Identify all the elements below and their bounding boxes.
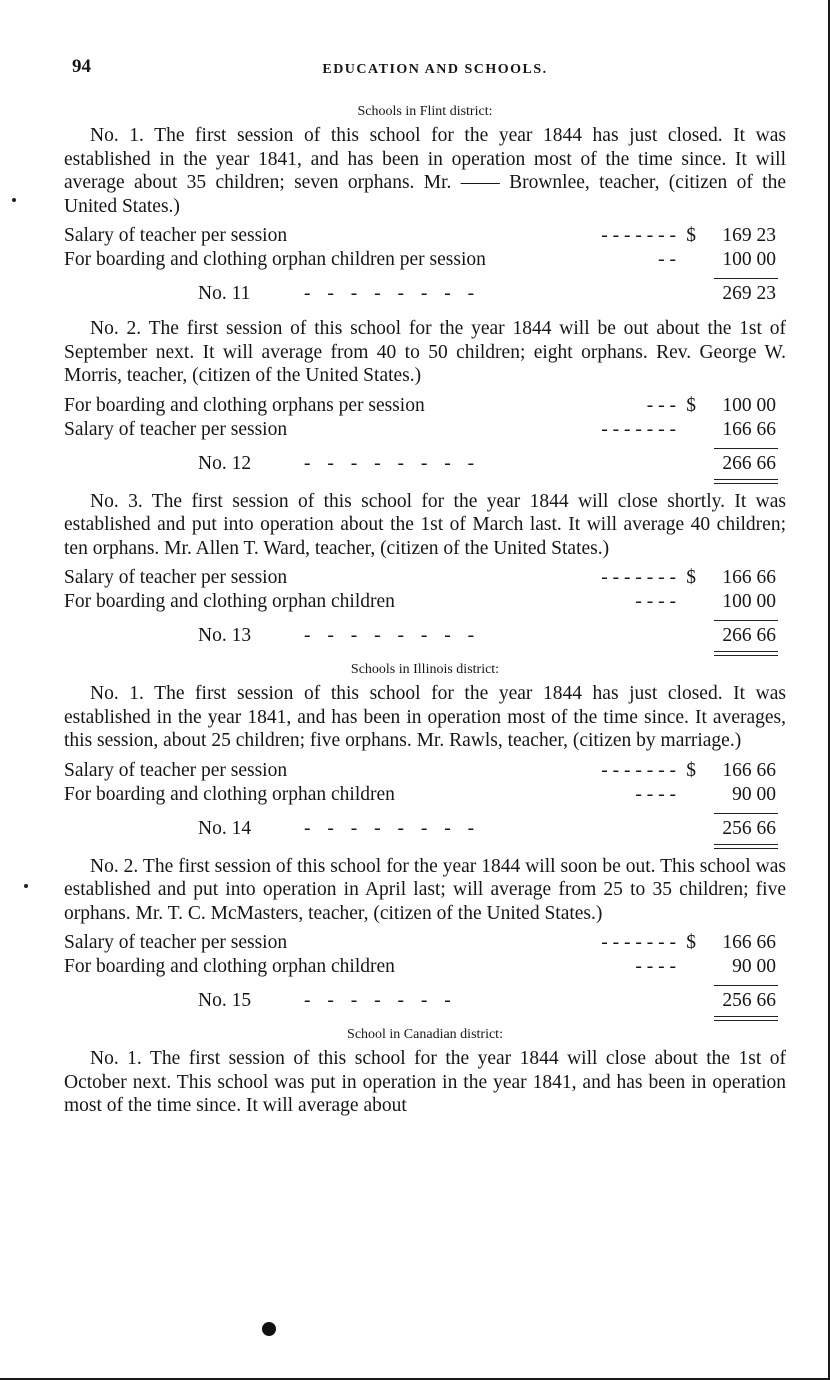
school-paragraph: No. 1. The first session of this school for the year 1844 has just closed. It was established in the year 1841, and has been in operation most of the time since. It averages, this session, about 25 children; five orphans. Mr. Rawls, teacher, (citizen by marriage.) bbox=[64, 683, 786, 751]
total-row bbox=[64, 449, 786, 479]
expense-row bbox=[64, 590, 786, 614]
dot-leader: - - - - - - - bbox=[601, 225, 676, 246]
expense-amount: 169 23 bbox=[722, 225, 776, 246]
total-amount: 256 66 bbox=[722, 817, 776, 839]
expense-row bbox=[64, 394, 786, 418]
expense-label: For boarding and clothing orphan children per session bbox=[64, 249, 486, 270]
dot-leader: - - - - - - - bbox=[601, 567, 676, 588]
expense-label: For boarding and clothing orphan children bbox=[64, 956, 395, 977]
total-amount: 269 23 bbox=[722, 283, 776, 304]
expense-amount: 166 66 bbox=[722, 567, 776, 588]
dot-leader: - - - - - - - bbox=[601, 932, 676, 953]
dot-leader: - - bbox=[658, 249, 676, 270]
total-label: No. 11 bbox=[198, 283, 251, 304]
total-row bbox=[64, 621, 786, 651]
school-paragraph: No. 2. The first session of this school for the year 1844 will soon be out. This school was established and put into operation in April last; will average from 25 to 35 children; five orphans. Mr. T. C. McMasters, teacher, (citizen of the United States.) bbox=[64, 855, 786, 924]
dot-leader: - - - - bbox=[635, 956, 676, 977]
dollar-sign: $ bbox=[686, 567, 696, 588]
total-label: No. 15 bbox=[198, 990, 252, 1011]
dot-leader: - - - - - - - bbox=[601, 418, 676, 440]
total-amount: 256 66 bbox=[722, 990, 776, 1011]
page-number: 94 bbox=[72, 56, 91, 77]
expense-amount: 166 66 bbox=[722, 932, 776, 953]
section-heading-flint: Schools in Flint district: bbox=[357, 104, 493, 119]
school-paragraph: No. 2. The first session of this school for the year 1844 will be out about the 1st of September next. It will average from 40 to 50 children; eight orphans. Rev. George W. Morris, teacher, (citizen of the United States.) bbox=[64, 318, 786, 386]
dollar-sign: $ bbox=[686, 225, 696, 246]
expense-table bbox=[64, 224, 786, 317]
dot-leader: - - - bbox=[646, 394, 676, 416]
total-label: No. 14 bbox=[198, 817, 252, 839]
expense-label: Salary of teacher per session bbox=[64, 759, 288, 781]
expense-row bbox=[64, 248, 786, 272]
expense-label: Salary of teacher per session bbox=[64, 225, 288, 246]
expense-table bbox=[64, 931, 786, 1027]
expense-amount: 166 66 bbox=[722, 418, 776, 440]
dot-leader: - - - - bbox=[635, 783, 676, 805]
total-amount: 266 66 bbox=[722, 625, 776, 646]
total-label: No. 13 bbox=[198, 625, 252, 646]
expense-label: Salary of teacher per session bbox=[64, 418, 288, 440]
school-paragraph: No. 3. The first session of this school for the year 1844 will close shortly. It was established and put into operation about the 1st of March last. It will average 40 children; ten orphans. Mr. Allen T. Ward, teacher, (citizen of the United States.) bbox=[64, 490, 786, 559]
expense-amount: 100 00 bbox=[722, 249, 776, 270]
ink-blot bbox=[262, 1322, 276, 1336]
expense-row bbox=[64, 955, 786, 979]
page-content bbox=[64, 104, 786, 1124]
school-paragraph: No. 1. The first session of this school for the year 1844 will close about the 1st of October next. This school was put in operation in the year 1841, and has been in operation most of the time since. It will average about bbox=[64, 1048, 786, 1116]
expense-label: Salary of teacher per session bbox=[64, 932, 288, 953]
total-row bbox=[64, 986, 786, 1016]
expense-amount: 100 00 bbox=[722, 591, 776, 612]
ink-speck bbox=[12, 198, 16, 202]
expense-row bbox=[64, 566, 786, 590]
running-title: EDUCATION AND SCHOOLS. bbox=[322, 62, 548, 77]
total-amount: 266 66 bbox=[722, 452, 776, 474]
expense-label: For boarding and clothing orphan children bbox=[64, 783, 395, 805]
expense-row bbox=[64, 931, 786, 955]
expense-row bbox=[64, 418, 786, 442]
total-label: No. 12 bbox=[198, 452, 252, 474]
dot-leader: - - - - - - - - bbox=[304, 452, 481, 474]
expense-row bbox=[64, 759, 786, 783]
dot-leader: - - - - - - - bbox=[304, 990, 457, 1011]
total-row bbox=[64, 814, 786, 844]
ink-speck bbox=[24, 884, 28, 888]
expense-label: For boarding and clothing orphans per session bbox=[64, 394, 425, 416]
expense-amount: 166 66 bbox=[722, 759, 776, 781]
dot-leader: - - - - - - - bbox=[601, 759, 676, 781]
expense-table bbox=[64, 759, 786, 855]
dollar-sign: $ bbox=[686, 759, 696, 781]
expense-table bbox=[64, 566, 786, 662]
expense-amount: 90 00 bbox=[732, 956, 776, 977]
expense-amount: 90 00 bbox=[732, 783, 776, 805]
expense-row bbox=[64, 224, 786, 248]
dollar-sign: $ bbox=[686, 394, 696, 416]
expense-table bbox=[64, 394, 786, 490]
expense-row bbox=[64, 783, 786, 807]
dot-leader: - - - - - - - - bbox=[304, 283, 481, 304]
dot-leader: - - - - bbox=[635, 591, 676, 612]
dollar-sign: $ bbox=[686, 932, 696, 953]
section-heading-canadian: School in Canadian district: bbox=[347, 1027, 503, 1042]
expense-amount: 100 00 bbox=[722, 394, 776, 416]
section-heading-illinois: Schools in Illinois district: bbox=[350, 662, 500, 677]
dot-leader: - - - - - - - - bbox=[304, 817, 481, 839]
dot-leader: - - - - - - - - bbox=[304, 625, 481, 646]
expense-label: For boarding and clothing orphan children bbox=[64, 591, 395, 612]
total-row bbox=[64, 279, 786, 309]
school-paragraph: No. 1. The first session of this school for the year 1844 has just closed. It was established in the year 1841, and has been in operation most of the time since. It will average about 35 children; seven orphans. Mr. —— Brownlee, teacher, (citizen of the United States.) bbox=[64, 125, 786, 217]
expense-label: Salary of teacher per session bbox=[64, 567, 288, 588]
